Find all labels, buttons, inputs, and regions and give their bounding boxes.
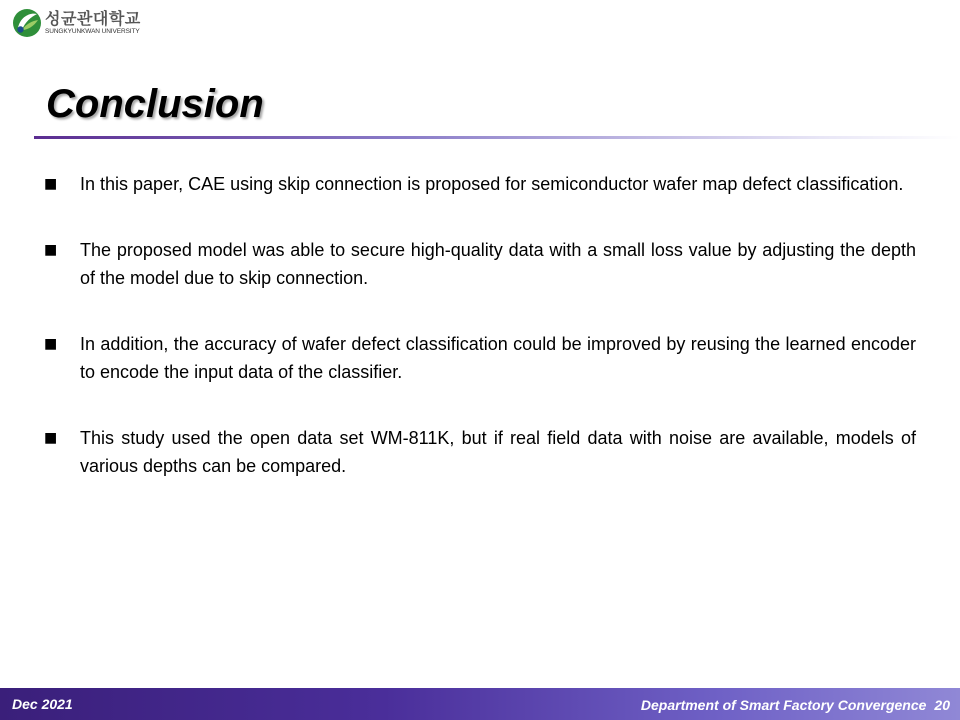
bullet-item	[44, 236, 916, 292]
bullet-text: The proposed model was able to secure high-quality data with a small loss value by adjusting the depth of the model due to skip connection.	[80, 240, 916, 288]
skku-leaf-icon	[12, 8, 42, 38]
university-logo	[12, 6, 141, 40]
bullet-text: In addition, the accuracy of wafer defect classification could be improved by reusing the learned encoder to encode the input data of the classifier.	[80, 334, 916, 382]
logo-english-name: SUNGKYUNKWAN UNIVERSITY	[45, 28, 140, 35]
department-name: Department of Smart Factory Convergence	[640, 697, 927, 713]
bullet-item	[44, 330, 916, 386]
square-bullet-icon: ■	[44, 242, 58, 258]
bullet-text: This study used the open data set WM-811K, but if real field data with noise are available, models of various depths can be compared.	[80, 428, 916, 476]
title-underline	[34, 136, 960, 139]
square-bullet-icon: ■	[44, 430, 58, 446]
bullet-text: In this paper, CAE using skip connection is proposed for semiconductor wafer map defect classification.	[80, 174, 904, 194]
footer-bar	[0, 688, 960, 720]
bullet-list	[44, 170, 916, 518]
footer-date: Dec 2021	[12, 696, 73, 712]
bullet-item	[44, 424, 916, 480]
slide-title: Conclusion	[46, 82, 264, 126]
square-bullet-icon: ■	[44, 336, 58, 352]
footer-department	[641, 697, 950, 713]
logo-korean-name: 성균관대학교	[45, 9, 141, 28]
bullet-item	[44, 170, 916, 198]
square-bullet-icon: ■	[44, 176, 58, 192]
page-number: 20	[934, 697, 950, 713]
